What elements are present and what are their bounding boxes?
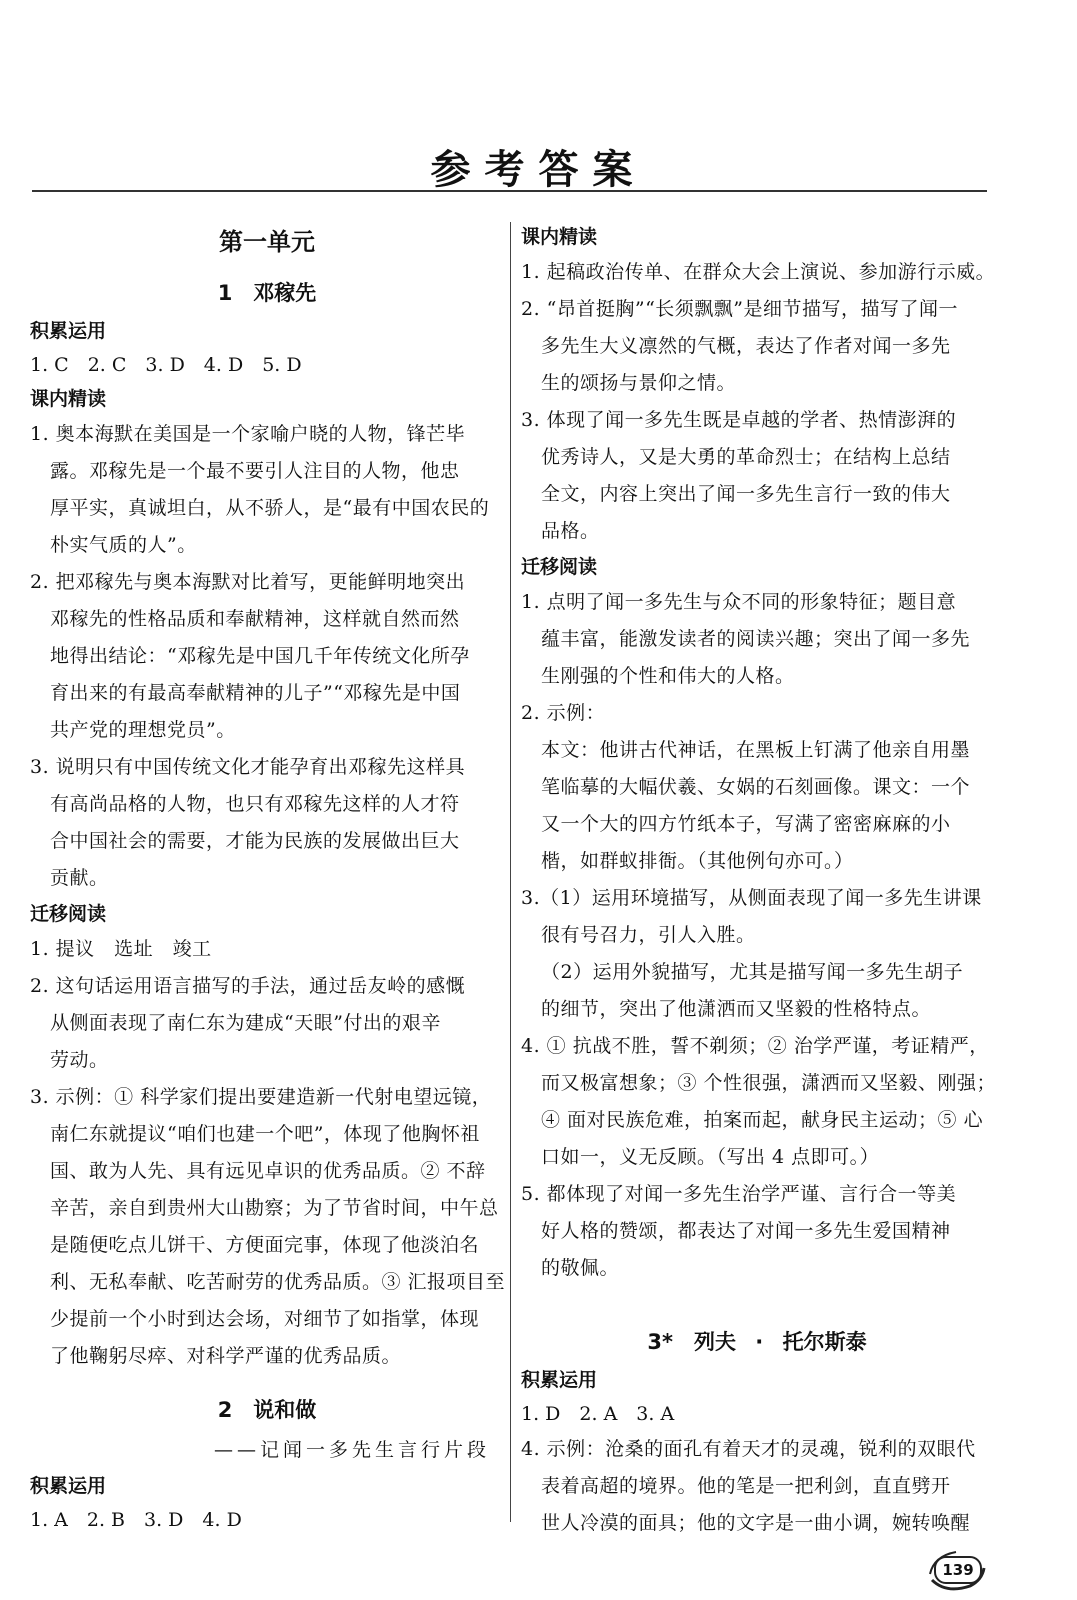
unit-title: 第一单元 (219, 228, 315, 256)
text-line: 2. 把邓稼先与奥本海默对比着写，更能鲜明地突出 (30, 571, 466, 593)
answer-item: 1. 提议 选址 竣工 (30, 938, 212, 960)
answer-item (30, 968, 504, 1079)
text-line: 露。邓稼先是一个最不要引人注目的人物，他忠 (50, 460, 460, 482)
text-line: 地得出结论：“邓稼先是中国几千年传统文化所孕 (50, 645, 470, 667)
text-line: 3. 体现了闻一多先生既是卓越的学者、热情澎湃的 (521, 409, 957, 431)
text-line: 口如一，义无反顾。（写出 4 点即可。） (541, 1146, 880, 1168)
answer-item (30, 416, 504, 564)
text-line: 劳动。 (50, 1049, 109, 1071)
text-line: 全文，内容上突出了闻一多先生言行一致的伟大 (541, 483, 951, 505)
section-heading: 课内精读 (521, 226, 598, 248)
text-line: 邓稼先的性格品质和奉献精神，这样就自然而然 (50, 608, 460, 630)
lesson-2-title: 2 说和做 (217, 1398, 317, 1422)
text-line: 生刚强的个性和伟大的人格。 (541, 665, 795, 687)
multiple-choice-answers: 1. C 2. C 3. D 4. D 5. D (30, 354, 302, 376)
right-column (521, 220, 997, 1542)
text-line: 1. 奥本海默在美国是一个家喻户晓的人物，锋芒毕 (30, 423, 466, 445)
section-heading: 积累运用 (30, 320, 107, 342)
text-line: 合中国社会的需要，才能为民族的发展做出巨大 (50, 830, 460, 852)
multiple-choice-answers: 1. D 2. A 3. A (521, 1403, 675, 1425)
text-line: 好人格的赞颂，都表达了对闻一多先生爱国精神 (541, 1220, 951, 1242)
answer-item (521, 402, 993, 550)
section-heading: 迁移阅读 (521, 556, 598, 578)
text-line: 5. 都体现了对闻一多先生治学严谨、言行合一等美 (521, 1183, 957, 1205)
page-title: 参考答案 (430, 147, 647, 193)
text-line: 品格。 (541, 520, 600, 542)
text-line: 南仁东就提议“咱们也建一个吧”，体现了他胸怀祖 (50, 1123, 480, 1145)
text-line: 厚平实，真诚坦白，从不骄人，是“最有中国农民的 (50, 497, 490, 519)
text-line: ④ 面对民族危难，拍案而起，献身民主运动；⑤ 心 (541, 1109, 984, 1131)
page-number: 139 (934, 1556, 982, 1584)
column-divider (510, 222, 511, 1522)
section-heading: 课内精读 (30, 388, 107, 410)
answer-item (521, 1176, 993, 1287)
text-line: 国、敢为人先、具有远见卓识的优秀品质。② 不辞 (50, 1160, 486, 1182)
section-heading: 积累运用 (30, 1475, 107, 1497)
answer-item (30, 1079, 504, 1375)
answer-item (521, 1431, 993, 1542)
text-line: 蕴丰富，能激发读者的阅读兴趣；突出了闻一多先 (541, 628, 971, 650)
text-line: 的敬佩。 (541, 1257, 620, 1279)
lesson-2-subtitle: ——记闻一多先生言行片段 (213, 1439, 490, 1461)
title-divider (32, 190, 987, 192)
answer-item (521, 695, 993, 880)
text-line: 楷，如群蚁排衙。（其他例句亦可。） (541, 850, 854, 872)
text-line: 4. 示例：沧桑的面孔有着天才的灵魂，锐利的双眼代 (521, 1438, 976, 1460)
text-line: 的细节，突出了他潇洒而又坚毅的性格特点。 (541, 998, 932, 1020)
answer-item (521, 1028, 997, 1176)
text-line: 从侧面表现了南仁东为建成“天眼”付出的艰辛 (50, 1012, 441, 1034)
section-heading: 迁移阅读 (30, 903, 107, 925)
text-line: 而又极富想象；③ 个性很强，潇洒而又坚毅、刚强； (541, 1072, 997, 1094)
text-line: 少提前一个小时到达会场，对细节了如指掌，体现 (50, 1308, 480, 1330)
text-line: 1. 点明了闻一多先生与众不同的形象特征；题目意 (521, 591, 957, 613)
text-line: 育出来的有最高奉献精神的儿子”“邓稼先是中国 (50, 682, 461, 704)
multiple-choice-answers: 1. A 2. B 3. D 4. D (30, 1509, 242, 1531)
answer-item: 1. 起稿政治传单、在群众大会上演说、参加游行示威。 (521, 261, 996, 283)
text-line: 优秀诗人，又是大勇的革命烈士；在结构上总结 (541, 446, 951, 468)
text-line: 笔临摹的大幅伏羲、女娲的石刻画像。课文：一个 (541, 776, 971, 798)
text-line: （2）运用外貌描写，尤其是描写闻一多先生胡子 (541, 961, 964, 983)
text-line: 3.（1）运用环境描写，从侧面表现了闻一多先生讲课 (521, 887, 982, 909)
text-line: 贡献。 (50, 867, 109, 889)
text-line: 2. 这句话运用语言描写的手法，通过岳友岭的感慨 (30, 975, 466, 997)
text-line: 多先生大义凛然的气概，表达了作者对闻一多先 (541, 335, 951, 357)
text-line: 又一个大的四方竹纸本子，写满了密密麻麻的小 (541, 813, 951, 835)
text-line: 利、无私奉献、吃苦耐劳的优秀品质。③ 汇报项目至 (50, 1271, 506, 1293)
text-line: 有高尚品格的人物，也只有邓稼先这样的人才符 (50, 793, 460, 815)
text-line: 2. 示例： (521, 702, 606, 724)
lesson-1-title: 1 邓稼先 (217, 281, 317, 305)
text-line: 4. ① 抗战不胜，誓不剃须；② 治学严谨，考证精严， (521, 1035, 989, 1057)
text-line: 3. 说明只有中国传统文化才能孕育出邓稼先这样具 (30, 756, 466, 778)
answer-item (30, 564, 504, 749)
text-line: 表着高超的境界。他的笔是一把利剑，直直劈开 (541, 1475, 951, 1497)
text-line: 共产党的理想党员”。 (50, 719, 236, 741)
answer-item (521, 291, 993, 402)
text-line: 本文：他讲古代神话，在黑板上钉满了他亲自用墨 (541, 739, 971, 761)
text-line: 了他鞠躬尽瘁、对科学严谨的优秀品质。 (50, 1345, 402, 1367)
text-line: 3. 示例：① 科学家们提出要建造新一代射电望远镜， (30, 1086, 492, 1108)
text-line: 朴实气质的人”。 (50, 534, 197, 556)
answer-item (521, 880, 993, 1028)
lesson-3-title: 3* 列夫 · 托尔斯泰 (647, 1330, 867, 1354)
text-line: 是随便吃点儿饼干、方便面完事，体现了他淡泊名 (50, 1234, 480, 1256)
text-line: 世人冷漠的面具；他的文字是一曲小调，婉转唤醒 (541, 1512, 971, 1534)
text-line: 2. “昂首挺胸”“长须飘飘”是细节描写，描写了闻一 (521, 298, 959, 320)
text-line: 生的颂扬与景仰之情。 (541, 372, 737, 394)
text-line: 很有号召力，引人入胜。 (541, 924, 756, 946)
answer-item (521, 584, 993, 695)
text-line: 辛苦，亲自到贵州大山勘察；为了节省时间，中午总 (50, 1197, 499, 1219)
answer-item (30, 749, 504, 897)
section-heading: 积累运用 (521, 1369, 598, 1391)
left-column (30, 220, 504, 1537)
